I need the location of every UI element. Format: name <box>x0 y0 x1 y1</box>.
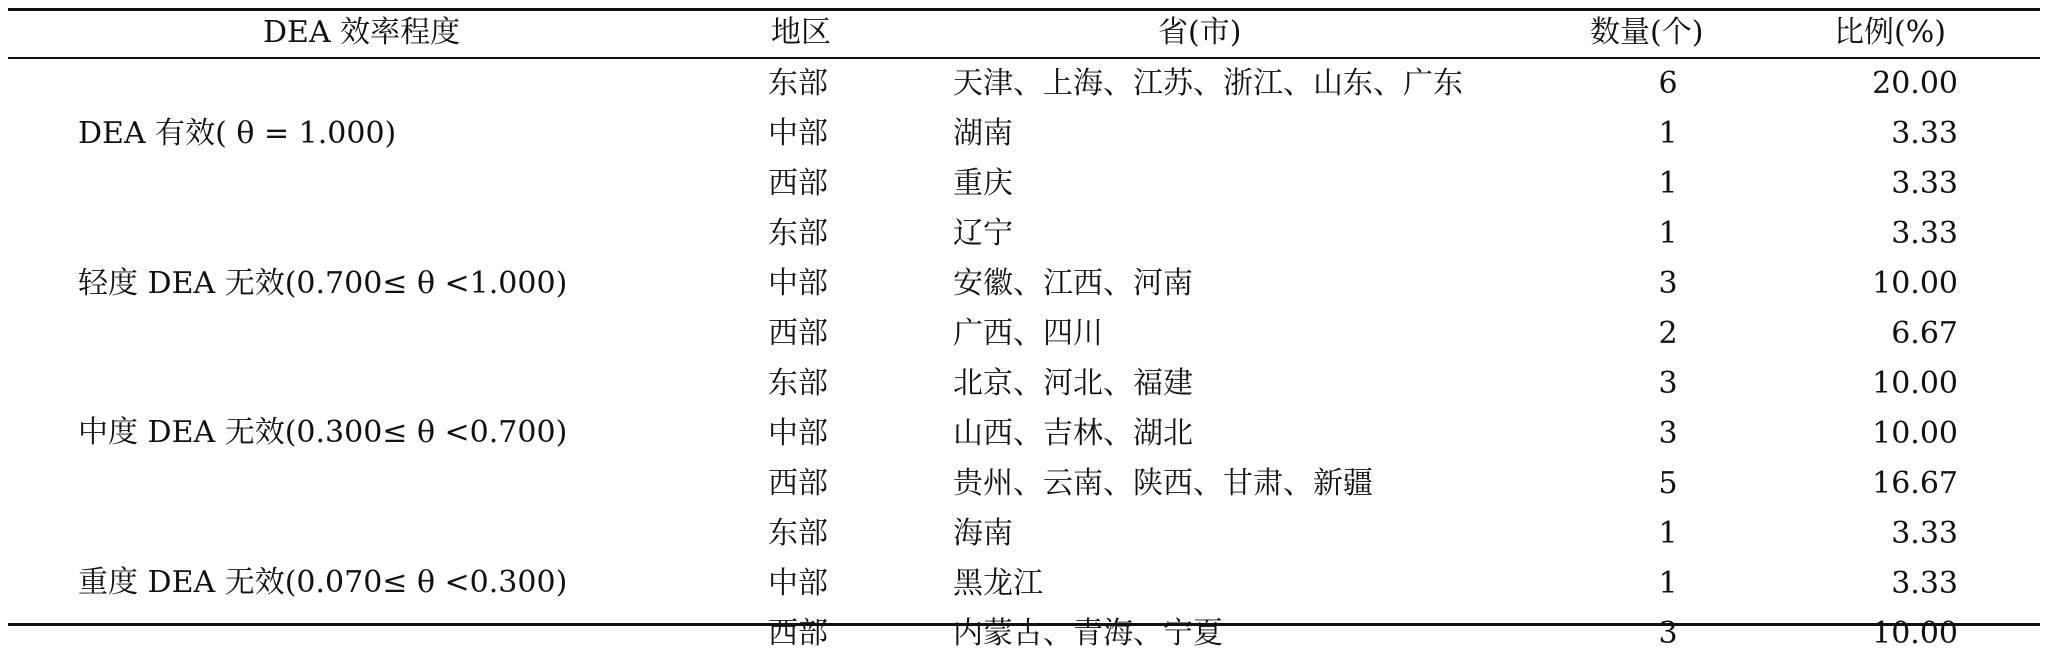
group-category: 重度 DEA 无效(0.070≤ θ <0.300) <box>78 565 568 600</box>
row-count: 1 <box>1658 166 1678 201</box>
row-provinces: 贵州、云南、陕西、甘肃、新疆 <box>953 466 1373 501</box>
row-ratio: 3.33 <box>1891 216 1958 251</box>
row-region: 东部 <box>768 516 828 551</box>
table-top-rule <box>8 8 2040 11</box>
row-provinces: 天津、上海、江苏、浙江、山东、广东 <box>953 66 1463 101</box>
row-provinces: 海南 <box>953 516 1013 551</box>
header-region: 地区 <box>771 15 831 50</box>
row-ratio: 20.00 <box>1872 66 1958 101</box>
row-region: 中部 <box>768 416 828 451</box>
row-ratio: 3.33 <box>1891 516 1958 551</box>
row-provinces: 北京、河北、福建 <box>953 366 1193 401</box>
row-ratio: 10.00 <box>1872 366 1958 401</box>
row-provinces: 山西、吉林、湖北 <box>953 416 1193 451</box>
row-count: 6 <box>1658 66 1678 101</box>
row-count: 3 <box>1658 366 1678 401</box>
group-category: 中度 DEA 无效(0.300≤ θ <0.700) <box>78 415 568 450</box>
row-ratio: 16.67 <box>1872 466 1958 501</box>
header-category: DEA 效率程度 <box>263 15 461 50</box>
row-region: 西部 <box>768 466 828 501</box>
row-provinces: 广西、四川 <box>953 316 1103 351</box>
header-ratio: 比例(%) <box>1834 15 1946 50</box>
row-region: 东部 <box>768 216 828 251</box>
header-provinces: 省(市) <box>1158 15 1242 50</box>
row-region: 东部 <box>768 66 828 101</box>
row-ratio: 10.00 <box>1872 416 1958 451</box>
row-provinces: 辽宁 <box>953 216 1013 251</box>
group-category: 轻度 DEA 无效(0.700≤ θ <1.000) <box>78 266 568 301</box>
row-count: 5 <box>1658 466 1678 501</box>
row-provinces: 重庆 <box>953 166 1013 201</box>
row-region: 西部 <box>768 316 828 351</box>
table-header-rule <box>8 57 2040 59</box>
row-region: 中部 <box>768 116 828 151</box>
row-provinces: 黑龙江 <box>953 566 1043 601</box>
row-region: 西部 <box>768 166 828 201</box>
row-count: 3 <box>1658 416 1678 451</box>
row-provinces: 内蒙古、青海、宁夏 <box>953 616 1223 651</box>
group-category: DEA 有效( θ = 1.000) <box>78 116 397 151</box>
row-ratio: 3.33 <box>1891 566 1958 601</box>
row-region: 东部 <box>768 366 828 401</box>
row-count: 1 <box>1658 216 1678 251</box>
row-ratio: 3.33 <box>1891 166 1958 201</box>
row-count: 1 <box>1658 116 1678 151</box>
row-ratio: 10.00 <box>1872 266 1958 301</box>
row-count: 3 <box>1658 616 1678 651</box>
row-region: 西部 <box>768 616 828 651</box>
row-provinces: 湖南 <box>953 116 1013 151</box>
row-ratio: 3.33 <box>1891 116 1958 151</box>
row-ratio: 10.00 <box>1872 616 1958 651</box>
row-region: 中部 <box>768 566 828 601</box>
header-count: 数量(个) <box>1590 15 1704 50</box>
row-provinces: 安徽、江西、河南 <box>953 266 1193 301</box>
row-count: 2 <box>1658 316 1678 351</box>
row-count: 3 <box>1658 266 1678 301</box>
row-count: 1 <box>1658 516 1678 551</box>
row-count: 1 <box>1658 566 1678 601</box>
row-region: 中部 <box>768 266 828 301</box>
row-ratio: 6.67 <box>1891 316 1958 351</box>
